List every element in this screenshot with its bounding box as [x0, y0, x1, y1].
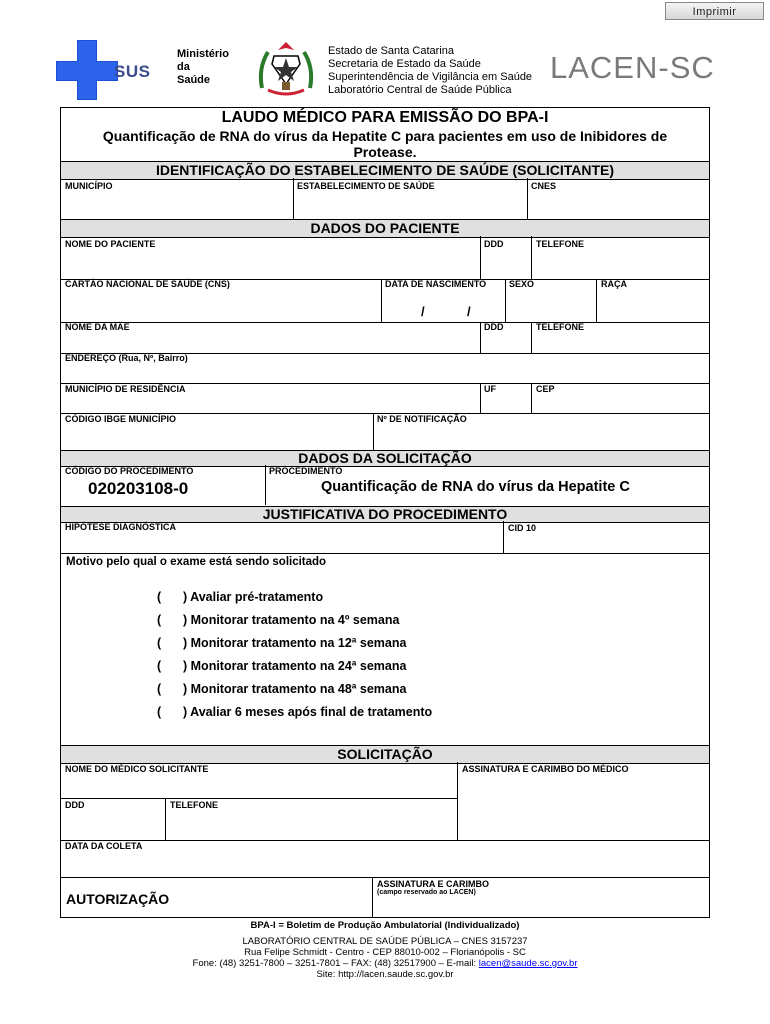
label-data-coleta: DATA DA COLETA [65, 841, 143, 851]
label-municipio-residencia: MUNICÍPIO DE RESIDÊNCIA [65, 384, 186, 394]
ministry-text: Ministério da Saúde [177, 48, 229, 86]
label-cep: CEP [536, 384, 555, 394]
option-semana-48[interactable]: ( ) Monitorar tratamento na 48ª semana [157, 682, 407, 696]
label-reservado-lacen: (campo reservado ao LACEN) [377, 889, 476, 896]
label-codigo-procedimento: CÓDIGO DO PROCEDIMENTO [65, 466, 194, 476]
section-patient: DADOS DO PACIENTE [61, 219, 709, 238]
form-title: LAUDO MÉDICO PARA EMISSÃO DO BPA-I [221, 109, 549, 126]
procedimento-value: Quantificação de RNA do vírus da Hepatite C [321, 479, 630, 495]
municipio-field[interactable] [61, 192, 293, 218]
label-municipio: MUNICÍPIO [65, 181, 113, 191]
label-nome-mae: NOME DA MÃE [65, 322, 130, 332]
label-assinatura-carimbo: ASSINATURA E CARIMBO [377, 879, 489, 889]
section-establishment: IDENTIFICAÇÃO DO ESTABELECIMENTO DE SAÚDE (SOLICITANTE) [61, 161, 709, 180]
print-button[interactable]: Imprimir [665, 2, 764, 20]
footer-lab: LABORATÓRIO CENTRAL DE SAÚDE PÚBLICA – CNES 3157237 [242, 936, 528, 947]
label-ddd-mae: DDD [484, 322, 504, 332]
label-nascimento: DATA DE NASCIMENTO [385, 279, 487, 289]
footer-email-link[interactable]: lacen@saude.sc.gov.br [478, 958, 578, 969]
label-endereco: ENDEREÇO (Rua, Nº, Bairro) [65, 353, 188, 363]
coat-of-arms-icon [254, 38, 318, 102]
label-cnes: CNES [531, 181, 557, 191]
motivo-label: Motivo pelo qual o exame está sendo solicitado [66, 556, 327, 568]
raca-field[interactable] [597, 292, 709, 321]
option-semana-4[interactable]: ( ) Monitorar tratamento na 4º semana [157, 613, 400, 627]
label-medico: NOME DO MÉDICO SOLICITANTE [65, 764, 209, 774]
label-cid: CID 10 [508, 523, 537, 533]
codigo-procedimento-value: 020203108-0 [88, 479, 189, 498]
footer-address: Rua Felipe Schmidt - Centro - CEP 88010-002 – Florianópolis - SC [244, 947, 526, 958]
form-subtitle-2: Protease. [353, 144, 417, 160]
label-nome-paciente: NOME DO PACIENTE [65, 239, 156, 249]
telefone-mae-field[interactable] [532, 334, 709, 352]
lacen-logo: LACEN-SC [550, 50, 715, 85]
label-sexo: SEXO [509, 279, 535, 289]
medico-field[interactable] [61, 776, 457, 797]
nome-mae-field[interactable] [61, 334, 480, 352]
label-telefone-mae: TELEFONE [536, 322, 585, 332]
ddd-medico-field[interactable] [61, 812, 165, 839]
option-6-meses[interactable]: ( ) Avaliar 6 meses após final de tratamento [157, 705, 433, 719]
bpa-form [60, 107, 710, 918]
label-notificacao: Nº DE NOTIFICAÇÃO [377, 414, 467, 424]
label-telefone-medico: TELEFONE [170, 800, 219, 810]
label-raca: RAÇA [601, 279, 627, 289]
autorizacao-label: AUTORIZAÇÃO [66, 891, 170, 907]
endereco-field[interactable] [61, 365, 709, 383]
ibge-field[interactable] [61, 426, 373, 449]
data-coleta-field[interactable] [61, 853, 709, 876]
label-ibge: CÓDIGO IBGE MUNICÍPIO [65, 414, 177, 424]
uf-field[interactable] [481, 396, 531, 412]
estabelecimento-field[interactable] [294, 192, 527, 218]
telefone-medico-field[interactable] [166, 812, 457, 839]
label-telefone: TELEFONE [536, 239, 585, 249]
footer-bpa-note: BPA-I = Boletim de Produção Ambulatorial (Individualizado) [250, 920, 520, 931]
hipotese-field[interactable] [61, 534, 503, 552]
municipio-residencia-field[interactable] [61, 396, 480, 412]
section-solicitation: SOLICITAÇÃO [61, 745, 709, 764]
label-assinatura-medico: ASSINATURA E CARIMBO DO MÉDICO [462, 764, 629, 774]
form-subtitle-1: Quantificação de RNA do vírus da Hepatite C para pacientes em uso de Inibidores de [102, 128, 668, 144]
assinatura-lacen-field[interactable] [373, 900, 709, 916]
label-ddd: DDD [484, 239, 504, 249]
assinatura-medico-field[interactable] [458, 776, 709, 839]
option-semana-12[interactable]: ( ) Monitorar tratamento na 12ª semana [157, 636, 407, 650]
label-cns: CARTÃO NACIONAL DE SAÚDE (CNS) [65, 279, 230, 289]
notificacao-field[interactable] [374, 426, 709, 449]
footer-site: Site: http://lacen.saude.sc.gov.br [316, 969, 454, 980]
cns-field[interactable] [61, 292, 381, 321]
option-pre-tratamento[interactable]: ( ) Avaliar pré-tratamento [157, 590, 324, 604]
section-request: DADOS DA SOLICITAÇÃO [61, 450, 709, 467]
date-separator-1: / [421, 304, 425, 319]
label-hipotese: HIPÓTESE DIAGNÓSTICA [65, 522, 177, 532]
nascimento-field[interactable] [382, 292, 505, 321]
sexo-field[interactable] [506, 292, 596, 321]
label-ddd-medico: DDD [65, 800, 85, 810]
cid-field[interactable] [504, 534, 709, 552]
section-justification: JUSTIFICATIVA DO PROCEDIMENTO [61, 506, 709, 523]
option-semana-24[interactable]: ( ) Monitorar tratamento na 24ª semana [157, 659, 407, 673]
state-header-text: Estado de Santa Catarina Secretaria de Estado da Saúde Superintendência de Vigilância em Saúde Laboratório Central de Saúde Pública [328, 45, 533, 96]
ddd-mae-field[interactable] [481, 334, 531, 352]
date-separator-2: / [467, 304, 471, 319]
label-uf: UF [484, 384, 496, 394]
footer-phone: Fone: (48) 3251-7800 – 3251-7801 – FAX: (48) 32517900 – E-mail: lacen@saude.sc.gov.br [192, 958, 578, 969]
cep-field[interactable] [532, 396, 709, 412]
cnes-field[interactable] [528, 192, 709, 218]
ddd-field[interactable] [481, 251, 531, 279]
nome-paciente-field[interactable] [61, 251, 480, 279]
label-procedimento: PROCEDIMENTO [269, 466, 343, 476]
telefone-field[interactable] [532, 251, 709, 279]
sus-logo [56, 40, 158, 100]
sus-label: SUS [114, 62, 151, 81]
label-estabelecimento: ESTABELECIMENTO DE SAÚDE [297, 181, 435, 191]
